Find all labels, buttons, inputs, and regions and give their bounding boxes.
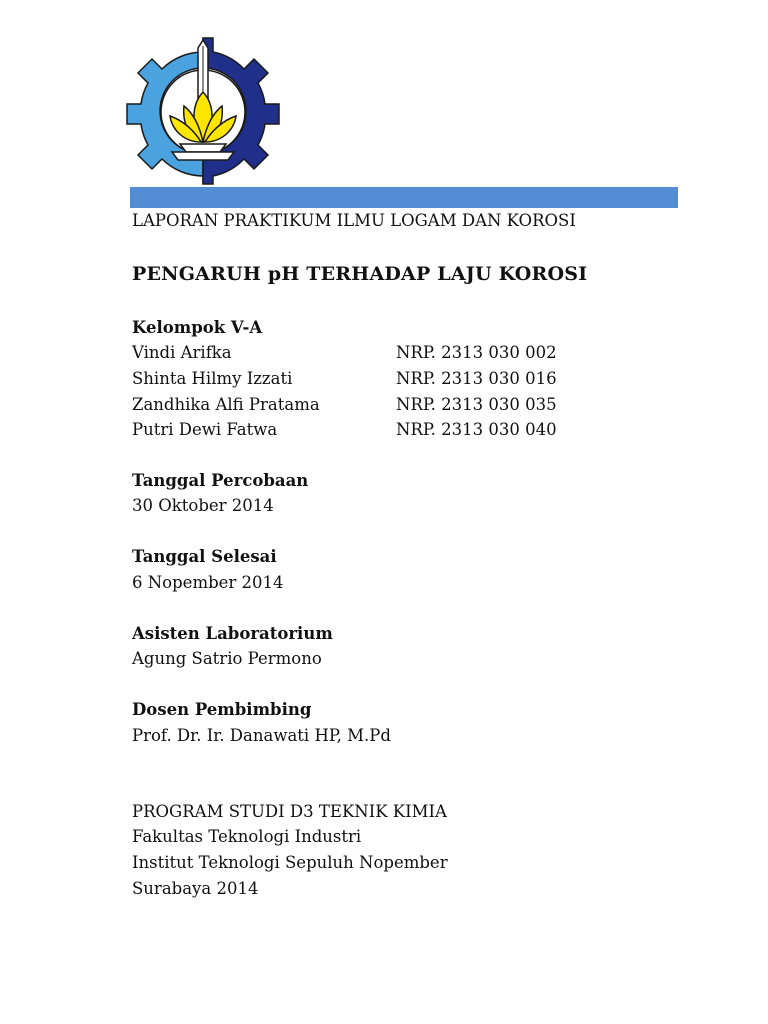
completion-date-heading: Tanggal Selesai	[132, 547, 277, 566]
base-icon	[172, 144, 234, 160]
its-logo	[124, 34, 282, 188]
program-name: PROGRAM STUDI D3 TEKNIK KIMIA	[132, 802, 447, 821]
member-nrp: NRP. 2313 030 035	[396, 395, 557, 414]
report-label: LAPORAN PRAKTIKUM ILMU LOGAM DAN KOROSI	[132, 211, 576, 230]
group-heading: Kelompok V-A	[132, 318, 263, 337]
experiment-date-value: 30 Oktober 2014	[132, 496, 274, 515]
university-name: Institut Teknologi Sepuluh Nopember	[132, 853, 448, 872]
member-name: Zandhika Alfi Pratama	[132, 395, 320, 414]
member-name: Putri Dewi Fatwa	[132, 420, 278, 439]
member-nrp: NRP. 2313 030 016	[396, 369, 557, 388]
completion-date-value: 6 Nopember 2014	[132, 573, 284, 592]
lab-assistant-value: Agung Satrio Permono	[132, 649, 322, 668]
experiment-date-heading: Tanggal Percobaan	[132, 471, 309, 490]
member-nrp: NRP. 2313 030 040	[396, 420, 557, 439]
supervisor-heading: Dosen Pembimbing	[132, 700, 312, 719]
header-bar	[130, 187, 678, 208]
member-name: Shinta Hilmy Izzati	[132, 369, 293, 388]
report-title: PENGARUH pH TERHADAP LAJU KOROSI	[132, 263, 588, 285]
supervisor-value: Prof. Dr. Ir. Danawati HP, M.Pd	[132, 726, 391, 745]
faculty-name: Fakultas Teknologi Industri	[132, 827, 362, 846]
member-nrp: NRP. 2313 030 002	[396, 343, 557, 362]
lab-assistant-heading: Asisten Laboratorium	[132, 624, 333, 643]
member-name: Vindi Arifka	[132, 343, 232, 362]
city-year: Surabaya 2014	[132, 879, 259, 898]
